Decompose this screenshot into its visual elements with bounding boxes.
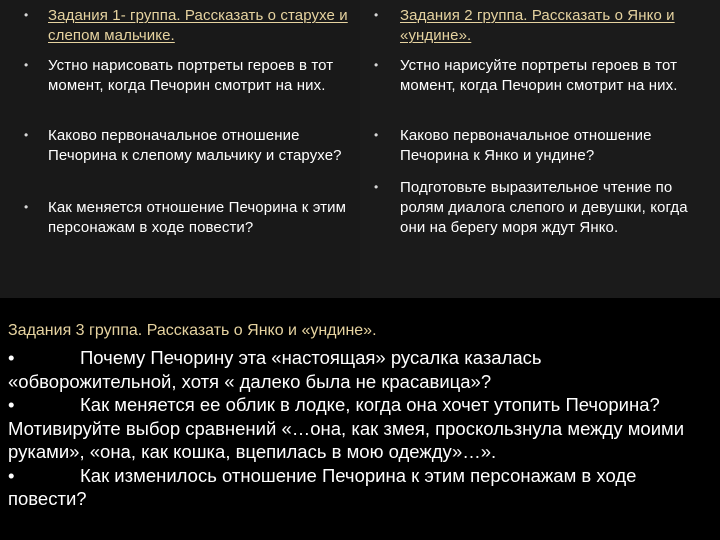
bullet: • <box>374 180 379 194</box>
list-item <box>8 346 712 393</box>
group3-section <box>8 320 712 511</box>
bullet: • <box>8 394 15 415</box>
group3-title: Задания 3 группа. Рассказать о Янко и «ундине». <box>8 322 377 339</box>
group2-item-2: Каково первоначальное отношение Печорина к Янко и ундине? <box>400 127 652 164</box>
list-item <box>8 464 712 511</box>
bullet: • <box>24 200 29 214</box>
group2-item-1: Устно нарисуйте портреты героев в тот момент, когда Печорин смотрит на них. <box>400 57 678 94</box>
group2-item-3: Подготовьте выразительное чтение по ролям диалога слепого и девушки, когда они на берегу моря ждут Янко. <box>400 179 688 236</box>
bullet: • <box>374 58 379 72</box>
list-item <box>8 393 712 464</box>
group3-item-1: Почему Печорину эта «настоящая» русалка казалась «обворожительной, хотя « далеко была не красавица»? <box>8 347 542 392</box>
group2-column <box>360 0 720 298</box>
bullet: • <box>374 128 379 142</box>
group3-body <box>8 346 712 511</box>
group2-header: Задания 2 группа. Рассказать о Янко и «ундине». <box>400 7 675 44</box>
group3-item-3: Как изменилось отношение Печорина к этим персонажам в ходе повести? <box>8 464 637 509</box>
group1-column <box>0 0 360 298</box>
bullet: • <box>8 347 15 368</box>
bullet: • <box>24 8 29 22</box>
bullet: • <box>374 8 379 22</box>
group3-item-2: Как меняется ее облик в лодке, когда она хочет утопить Печорина? Мотивируйте выбор сравнений «…она, как змея, проскользнула между моими руками», «она, как кошка, вцепилась в мою одежду»…». <box>8 394 685 462</box>
bullet: • <box>8 464 15 486</box>
bullet: • <box>24 58 29 72</box>
bullet: • <box>24 128 29 142</box>
group1-item-2: Каково первоначальное отношение Печорина к слепому мальчику и старухе? <box>48 127 342 164</box>
group1-item-1: Устно нарисовать портреты героев в тот момент, когда Печорин смотрит на них. <box>48 57 334 94</box>
group1-header: Задания 1- группа. Рассказать о старухе и слепом мальчике. <box>48 7 348 44</box>
group1-item-3: Как меняется отношение Печорина к этим персонажам в ходе повести? <box>48 199 346 236</box>
